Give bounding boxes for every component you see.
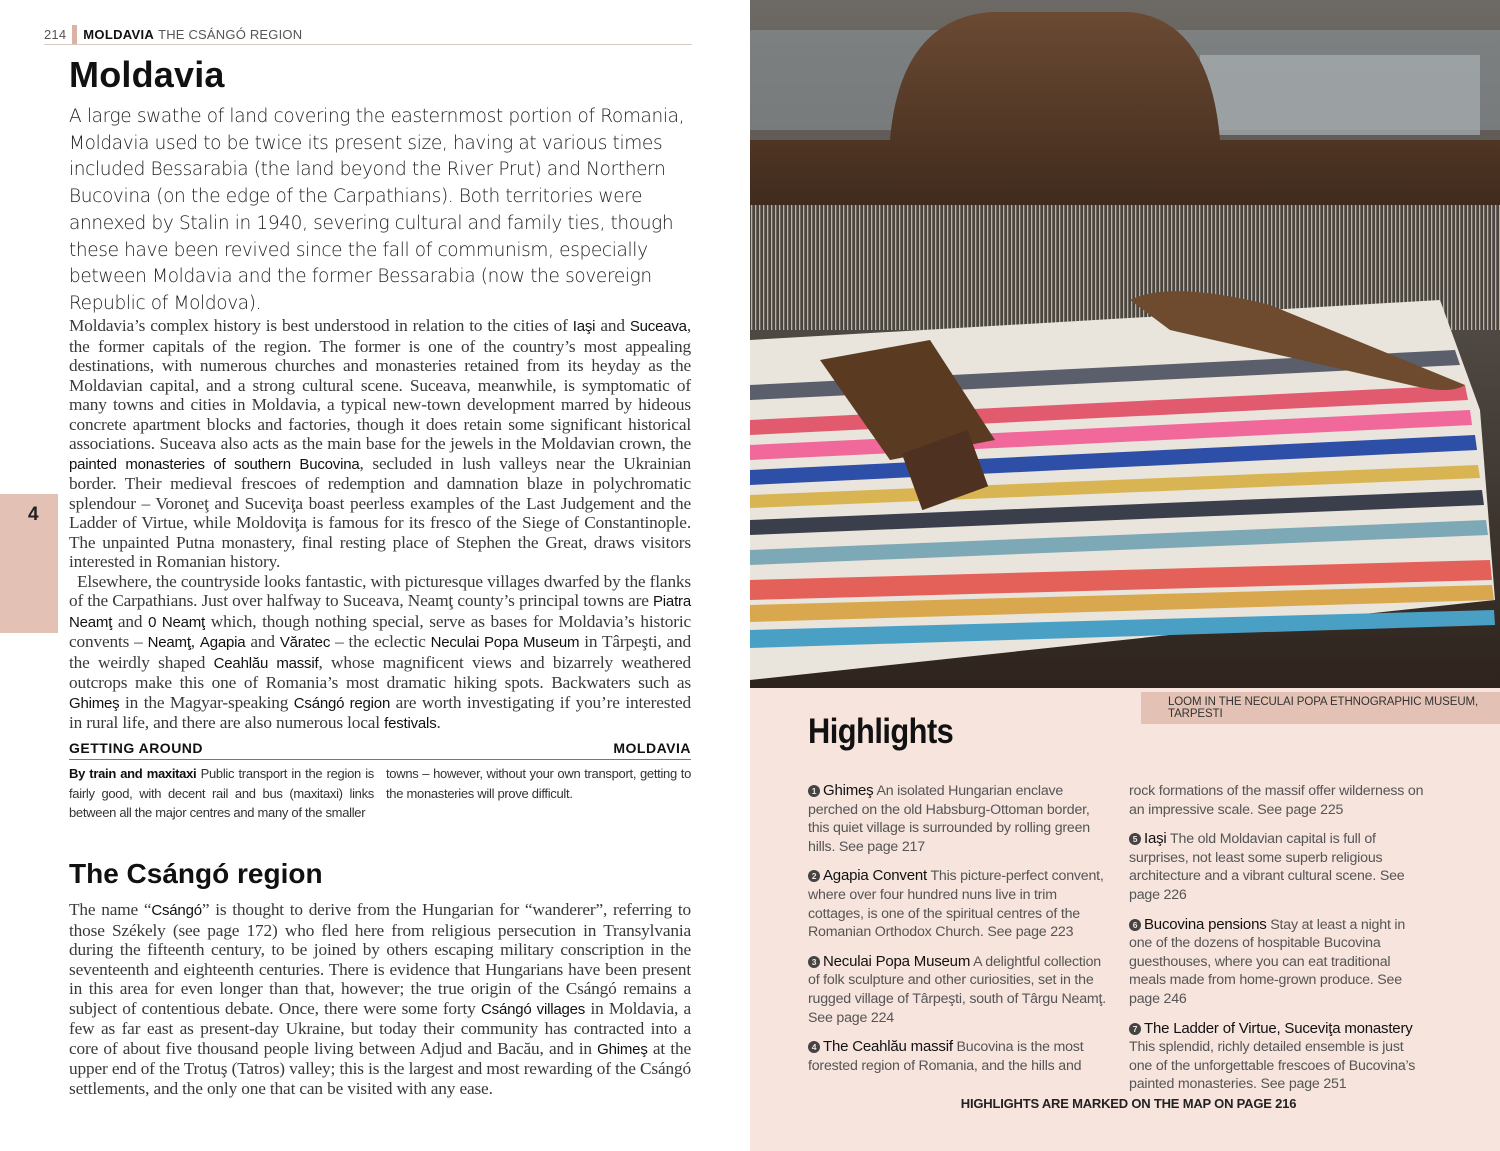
highlight-description: This picture-perfect convent, where over four hundred nuns live in trim cottages, is one of the spiritual centres of the Romanian Orthodox Church. See page 223 (808, 868, 1104, 941)
getting-around-lead: By train and maxitaxi (69, 766, 197, 781)
getting-around-col-2: towns – however, without your own transport, getting to the monasteries will prove difficult. (386, 766, 691, 801)
highlight-description: Bucovina is the most forested region of Romania, and the hills and (808, 1039, 1084, 1074)
place-name: festivals (384, 715, 437, 732)
place-name: Văratec (279, 634, 331, 651)
place-name: Csángó (151, 902, 202, 919)
place-name: Csángó region (293, 694, 391, 712)
highlight-item (1129, 916, 1429, 1009)
highlights-column-1 (808, 782, 1108, 1086)
getting-around-header (69, 740, 691, 760)
highlight-name: Agapia Convent (823, 867, 927, 885)
place-name: 0 Neamţ (148, 613, 206, 631)
place-name: Piatra Neamţ (69, 593, 691, 631)
highlight-item (808, 867, 1108, 941)
highlight-item (1129, 1020, 1429, 1094)
highlights-map-note-text: HIGHLIGHTS ARE MARKED ON THE MAP ON PAGE 216 (960, 1096, 1297, 1111)
place-name: Neamţ (147, 634, 191, 651)
place-name: Neculai Popa Museum (430, 634, 580, 651)
photo-caption: LOOM IN THE NECULAI POPA ETHNOGRAPHIC MUSEUM, TARPESTI (1141, 692, 1500, 724)
highlight-item (808, 782, 1108, 856)
getting-around-heading: GETTING AROUND (69, 740, 204, 756)
chapter-number: 4 (28, 504, 39, 525)
running-head (44, 25, 692, 45)
place-name: Iaşi (572, 318, 596, 335)
highlight-name: Iaşi (1144, 830, 1167, 848)
highlight-description: The old Moldavian capital is full of surprises, not least some superb religious architecture and a vibrant cultural scene. See page 226 (1129, 831, 1405, 903)
highlight-item (808, 953, 1108, 1027)
intro-paragraph: A large swathe of land covering the easternmost portion of Romania, Moldavia used to be twice its present size, having at various times included Bessarabia (the land beyond the River Prut) and Northern Bucovina (on the edge of the Carpathians). Both territories were annexed by Stalin in 1940, severing cultural and family ties, though these have been revived since the fall of communism, especially between Moldavia and the former Bessarabia (now the sovereign Republic of Moldova). (69, 106, 685, 314)
body-paragraph-1: Moldavia’s complex history is best understood in relation to the cities of Iaşi and Suceava, the former capitals of the region. The former is one of the country’s most appealing destinations, with numerous churches and monasteries retained from its heyday as the Moldavian capital, and a strong cultural scene. Suceava, meanwhile, is symptomatic of many towns and cities in Moldavia, a typical new-town development marred by hideous concrete apartment blocks and factories, though it does retain some significant historical associations. Suceava also acts as the main base for the jewels in the Moldavian crown, the painted monasteries of southern Bucovina, secluded in lush valleys near the Ukrainian border. Their medieval frescoes of redemption and damnation blaze in polychromatic splendour – Voroneţ and Suceviţa boast peerless examples of the Last Judgement and the Ladder of Virtue, while Moldoviţa is famous for its fresco of the Siege of Constantinople. The unpainted Putna monastery, final resting place of Stephen the Great, draws visitors interested in Romanian history. (69, 316, 691, 571)
right-page (750, 0, 1500, 1151)
highlight-number-icon: 4 (808, 1041, 820, 1053)
place-name: Suceava (629, 318, 687, 335)
running-head-section: MOLDAVIA (83, 27, 155, 42)
place-name: Ceahlău massif (213, 654, 319, 672)
running-head-subsection: THE CSÁNGÓ REGION (158, 27, 303, 42)
highlight-number-icon: 7 (1129, 1023, 1141, 1035)
highlight-item-continued: rock formations of the massif offer wilderness on an impressive scale. See page 225 (1129, 783, 1424, 818)
highlight-number-icon: 5 (1129, 833, 1141, 845)
highlight-name: Ghimeş (823, 782, 874, 799)
place-name: Ghimeş (69, 694, 120, 712)
loom-photo (750, 0, 1500, 688)
chapter-tab (0, 494, 58, 633)
highlight-number-icon: 2 (808, 870, 820, 882)
highlight-description: This splendid, richly detailed ensemble is just one of the unforgettable frescoes of Bucovina’s painted monasteries. See page 251 (1129, 1039, 1416, 1093)
highlight-description: Stay at least a night in one of the dozens of hospitable Bucovina guesthouses, where you can eat traditional meals made from home-grown produce. See page 246 (1129, 916, 1406, 1007)
highlight-item (1129, 830, 1429, 904)
csango-paragraph: The name “Csángó” is thought to derive from the Hungarian for “wanderer”, referring to those Székely (see page 172) who fled here from religious persecution in Transylvania during the fifteenth century, to be joined by others escaping military conscription in the seventeenth and eighteenth centuries. There is evidence that Hungarians have been present in this area for even longer than that, however; the true origin of the Csángó remains a subject of contentious debate. Once, there were some forty Csángó villages in Moldavia, a few as far east as present-day Ukraine, but today their community has contracted into a core of about five thousand people living between Adjud and Bacău, and in Ghimeş at the upper end of the Trotuş (Tatros) valley; this is the largest and most rewarding of the Csángó settlements, and the only one that can be visited with any ease. (69, 900, 691, 1098)
highlight-name: The Ceahlău massif (823, 1038, 953, 1056)
place-name: painted monasteries of southern Bucovina (69, 455, 360, 473)
getting-around-col-1 (69, 764, 374, 823)
highlight-description: A delightful collection of folk sculpture and other curiosities, set in the rugged village of Târpeşti, south of Târgu Neamţ. See page 224 (808, 953, 1107, 1026)
place-name: Agapia (199, 634, 246, 651)
chapter-title: Moldavia (69, 54, 225, 95)
highlights-map-note (750, 1096, 1500, 1111)
page-number: 214 (44, 27, 67, 42)
highlight-number-icon: 1 (808, 785, 820, 797)
getting-around-text-1: Public transport in the region is fairly good, with decent rail and bus (maxitaxi) links between all the major centres and many of the smaller (69, 766, 374, 821)
place-name: Ghimeş (597, 1040, 648, 1058)
highlight-item (808, 1038, 1108, 1075)
highlight-description: An isolated Hungarian enclave perched on the old Habsburg-Ottoman border, this quiet village is surrounded by rolling green hills. See page 217 (808, 783, 1090, 855)
highlight-name: Neculai Popa Museum (823, 952, 971, 970)
csango-body-text (69, 900, 691, 1098)
loom-photo-illustration (750, 0, 1500, 688)
getting-around-box (69, 764, 691, 823)
running-head-marker (72, 25, 77, 44)
highlight-number-icon: 3 (808, 956, 820, 968)
main-body-text (69, 316, 691, 734)
place-name: Csángó villages (481, 1000, 586, 1018)
highlights-title: Highlights (808, 712, 954, 751)
section-title-csango: The Csángó region (69, 858, 323, 889)
highlight-name: Bucovina pensions (1144, 915, 1267, 933)
highlights-column-2 (1129, 782, 1429, 1105)
highlight-number-icon: 6 (1129, 919, 1141, 931)
highlight-name: The Ladder of Virtue, Suceviţa monastery (1144, 1019, 1413, 1037)
body-paragraph-2: Elsewhere, the countryside looks fantastic, with picturesque villages dwarfed by the flanks of the Carpathians. Just over halfway to Suceava, Neamţ county’s principal towns are Piatra Neamţ and 0 Neamţ which, though nothing special, serve as bases for Moldavia’s historic convents – Neamţ, Agapia and Văratec – the eclectic Neculai Popa Museum in Târpeşti, and the weirdly shaped Ceahlău massif, whose magnificent views and bizarrely weathered outcrops make this one of Romania’s most dramatic hiking spots. Backwaters such as Ghimeş in the Magyar-speaking Csángó region are worth investigating if you’re interested in rural life, and there are also numerous local festivals. (69, 571, 692, 732)
getting-around-region: MOLDAVIA (613, 740, 691, 756)
